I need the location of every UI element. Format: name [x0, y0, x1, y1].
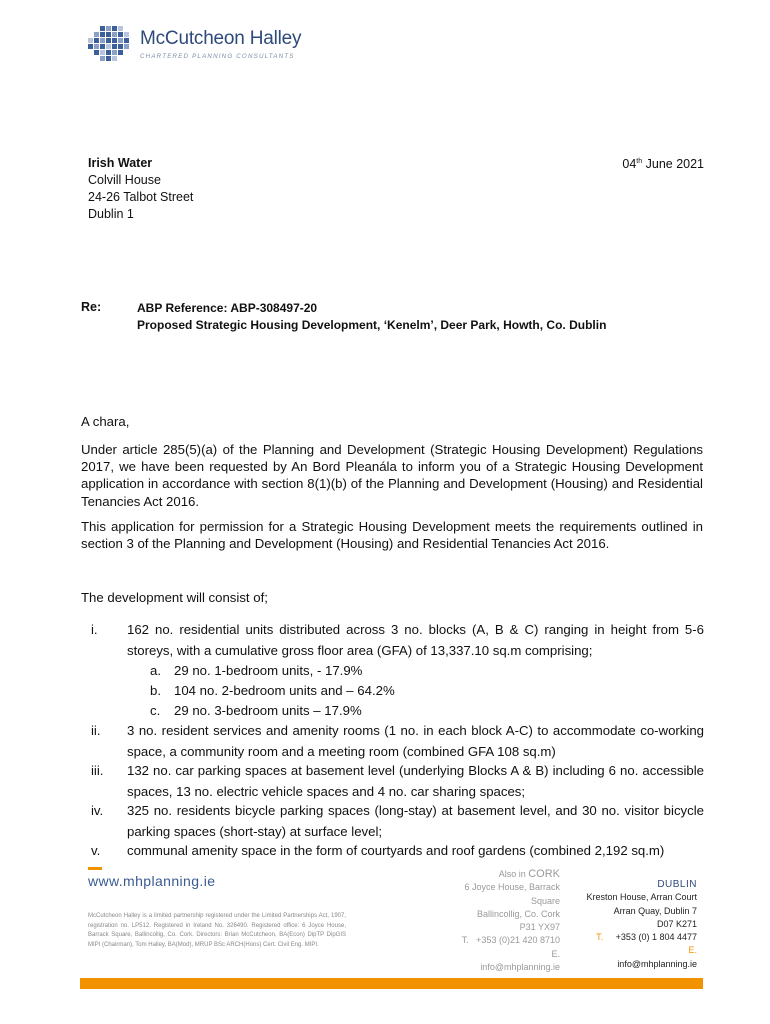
list-item-text: 132 no. car parking spaces at basement level (underlying Blocks A & B) including 6 no. accessible spaces, 13 no. electric vehicle spaces and 4 no. car sharing spaces; [127, 763, 704, 799]
sub-list-item [150, 681, 395, 702]
cork-address-line: Square [530, 895, 560, 906]
recipient-address-line: Dublin 1 [88, 207, 134, 221]
logo-tagline: CHARTERED PLANNING CONSULTANTS [140, 53, 295, 60]
cork-address-line: P31 YX97 [519, 922, 560, 933]
date-suffix: th [636, 157, 643, 165]
logo-grid-icon [86, 26, 134, 64]
company-logo [86, 24, 302, 68]
sub-item-text: 104 no. 2-bedroom units and – 64.2% [174, 683, 395, 698]
dublin-city: DUBLIN [657, 879, 697, 890]
footer-website-link[interactable]: www.mhplanning.ie [88, 873, 216, 889]
footer-cork-office [430, 868, 560, 974]
cork-phone[interactable]: +353 (0)21 420 8710 [476, 935, 560, 946]
footer-accent-bar [80, 978, 703, 989]
list-item-number: ii. [91, 723, 101, 738]
footer-legal-text: McCutcheon Halley is a limited partnership registered under the Limited Partnerships Act, 1907, registration no. LP512. Registered in Ireland No. 326490. Registered office: 6 Joyce House, Barrack Square, Ballincollig, Co. Cork. Directors: Brian McCutcheon, BA(Econ) DipTP DipGIS MIPI (Chairman), Tom Halley, BA(Mod), MRUP BSc ARCH(Hons) Cert. Civil Eng. MIPI. [88, 913, 346, 948]
sub-item-letter: b. [150, 683, 161, 698]
dublin-phone[interactable]: +353 (0) 1 804 4477 [615, 932, 697, 943]
dublin-address-line: Kreston House, Arran Court [586, 892, 697, 903]
date-day: 04 [622, 157, 637, 171]
dublin-email-label: E. [688, 945, 697, 956]
cork-address-line: Ballincollig, Co. Cork [476, 908, 560, 919]
sub-list-item [150, 701, 362, 722]
reference-block [137, 300, 606, 333]
list-item-number: v. [91, 843, 101, 858]
recipient-address [88, 155, 193, 223]
cork-also-in: Also in [498, 869, 526, 879]
dublin-address-line: D07 K271 [656, 918, 697, 929]
list-item-number: iv. [91, 803, 104, 818]
recipient-address-line: Colvill House [88, 173, 161, 187]
sub-item-text: 29 no. 1-bedroom units, - 17.9% [174, 663, 363, 678]
dublin-phone-label: T. [596, 932, 604, 943]
cork-phone-label: T. [461, 935, 469, 946]
logo-company-name: McCutcheon Halley [140, 28, 302, 49]
cork-email[interactable]: info@mhplanning.ie [480, 962, 560, 973]
cork-address-line: 6 Joyce House, Barrack [464, 882, 560, 893]
cork-email-label: E. [551, 948, 560, 959]
list-item-text: 162 no. residential units distributed across 3 no. blocks (A, B & C) ranging in height from 5-6 storeys, with a cumulative gross floor area (GFA) of 13,337.10 sq.m comprising; [127, 622, 704, 658]
dublin-address-line: Arran Quay, Dublin 7 [613, 905, 697, 916]
body-paragraph: This application for permission for a Strategic Housing Development meets the requirements outlined in section 3 of the Planning and Development (Housing) and Residential Tenancies Act 2016. [81, 519, 703, 552]
sub-item-letter: a. [150, 663, 161, 678]
list-item-number: iii. [91, 763, 104, 778]
list-item-number: i. [91, 622, 98, 637]
dublin-email[interactable]: info@mhplanning.ie [617, 958, 697, 969]
list-intro: The development will consist of; [81, 590, 268, 605]
sub-item-text: 29 no. 3-bedroom units – 17.9% [174, 703, 362, 718]
reference-number: ABP Reference: ABP-308497-20 [137, 301, 318, 315]
date-month-year: June 2021 [642, 157, 704, 171]
reference-subject: Proposed Strategic Housing Development, ‘Kenelm’, Deer Park, Howth, Co. Dublin [137, 317, 607, 332]
cork-city: CORK [528, 868, 560, 880]
sub-item-letter: c. [150, 703, 161, 718]
sub-list-item [150, 661, 362, 682]
letter-date [622, 157, 704, 171]
list-item-text: 325 no. residents bicycle parking spaces (long-stay) at basement level, and 30 no. visitor bicycle parking spaces (short-stay) at surface level; [127, 803, 704, 839]
list-item-text: 3 no. resident services and amenity rooms (1 no. in each block A-C) to accommodate co-working space, a community room and a meeting room (combined GFA 108 sq.m) [127, 723, 704, 759]
footer-dublin-office [560, 878, 697, 971]
greeting: A chara, [81, 414, 130, 429]
list-item-text: communal amenity space in the form of courtyards and roof gardens (combined 2,192 sq.m) [127, 843, 665, 858]
body-paragraph: Under article 285(5)(a) of the Planning and Development (Strategic Housing Development) Regulations 2017, we have been requested by An Bord Pleanála to inform you of a Strategic Housing Development application in accordance with section 8(1)(b) of the Planning and Development (Housing) and Residential Tenancies Act 2016. [81, 442, 703, 509]
footer-accent-dash [88, 867, 102, 870]
recipient-address-line: 24-26 Talbot Street [88, 190, 194, 204]
recipient-organisation: Irish Water [88, 156, 153, 170]
reference-label: Re: [81, 300, 102, 314]
